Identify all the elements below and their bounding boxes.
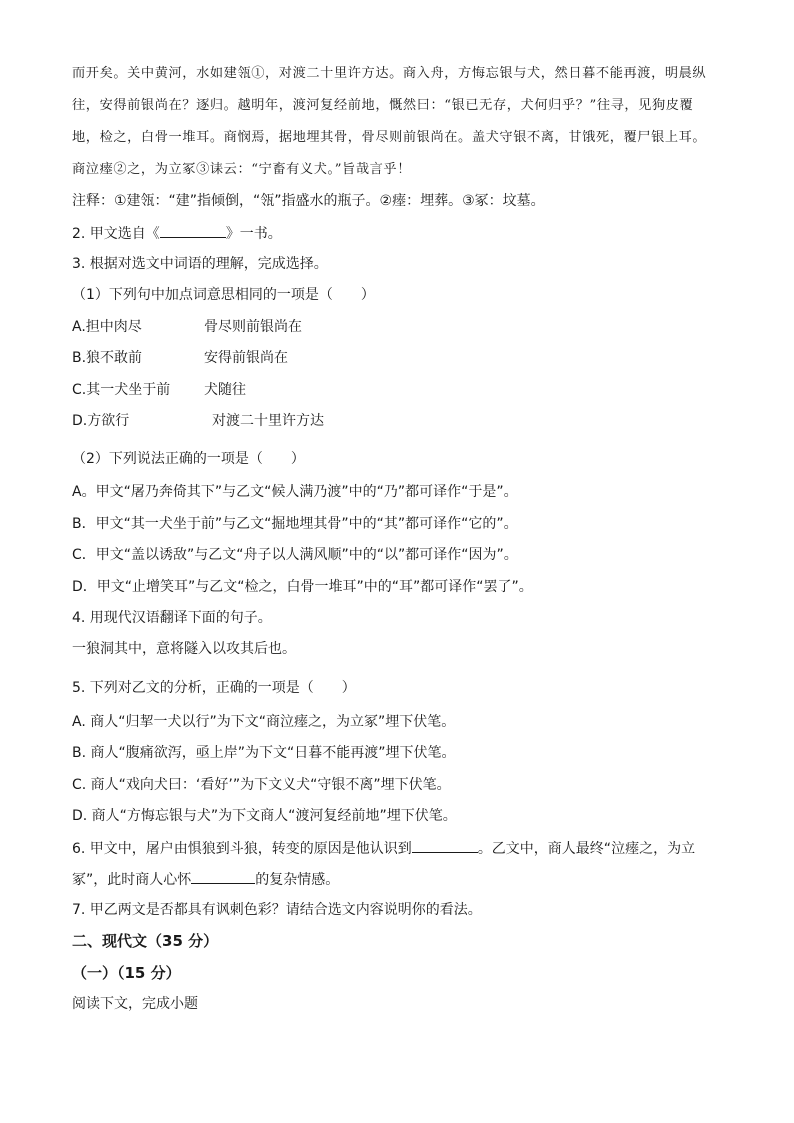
option-row [72,411,324,431]
option-left: C.其一犬坐于前 [72,382,171,398]
option-a: A. 商人“归挈一犬以行”为下文“商泣瘗之，为立冢”埋下伏笔。 [72,714,456,730]
option-row [72,317,302,337]
option-left: D.方欲行 [72,413,130,429]
answer-blank[interactable] [160,223,226,238]
option-b: B．甲文“其一犬坐于前”与乙文“掘地埋其骨”中的“其”都可译作“它的”。 [72,516,518,532]
question-6-text: 6. 甲文中，屠户由惧狼到斗狼，转变的原因是他认识到 [72,841,412,857]
option-right: 安得前银尚在 [204,350,288,366]
question-6-line-1 [72,838,695,859]
question-7: 7. 甲乙两文是否都具有讽刺色彩？请结合选文内容说明你的看法。 [72,902,482,918]
passage-line-3: 地，检之，白骨一堆耳。商悯焉，据地埋其骨，骨尽则前银尚在。盖犬守银不离，甘饿死，覆尸银上耳。 [72,130,707,145]
answer-blank[interactable] [412,838,478,853]
passage-line-4: 商泣瘗②之，为立冢③诔云：“宁畜有义犬。”旨哉言乎！ [72,162,411,177]
question-3-sub-1: （1）下列句中加点词意思相同的一项是（ ） [72,287,375,303]
question-6-text: 冢”，此时商人心怀 [72,872,192,888]
question-2-suffix: 》一书。 [225,226,282,242]
subsection-title: （一）（15 分） [72,964,181,982]
question-6-line-2 [72,869,339,890]
answer-blank[interactable] [191,869,255,884]
question-6-text: 。乙文中，商人最终“泣瘗之，为立 [477,841,696,857]
option-right: 骨尽则前银尚在 [204,319,302,335]
question-6-text: 的复杂情感。 [255,872,340,888]
question-5-stem: 5. 下列对乙文的分析，正确的一项是（ ） [72,680,356,696]
option-c: C．甲文“盖以诱敌”与乙文“舟子以人满风顺”中的“以”都可译作“因为”。 [72,547,518,563]
option-row [72,348,288,368]
question-3-stem: 3. 根据对选文中词语的理解，完成选择。 [72,256,328,272]
annotation-notes: 注释：①建瓴：“建”指倾倒，“瓴”指盛水的瓶子。②瘗：埋葬。③冢：坟墓。 [72,193,545,209]
question-3-sub-2: （2）下列说法正确的一项是（ ） [72,451,305,467]
option-b: B. 商人“腹痛欲泻，亟上岸”为下文“日暮不能再渡”埋下伏笔。 [72,745,456,761]
passage-line-2: 往，安得前银尚在？逐归。越明年，渡河复经前地，慨然曰：“银已无存，犬何归乎？”往寻，见狗皮覆 [72,98,694,113]
option-d: D．甲文“止增笑耳”与乙文“检之，白骨一堆耳”中的“耳”都可译作“罢了”。 [72,579,533,595]
section-title: 二、现代文（35 分） [72,932,219,950]
option-a: A。甲文“屠乃奔倚其下”与乙文“候人满乃渡”中的“乃”都可译作“于是”。 [72,484,518,500]
option-left: A.担中肉尽 [72,319,142,335]
passage-line-1: 而开矣。关中黄河，水如建瓴①，对渡二十里许方达。商入舟，方悔忘银与犬，然日暮不能再渡，明晨纵 [72,66,707,81]
question-4-sentence: 一狼洞其中，意将隧入以攻其后也。 [72,641,296,657]
reading-instruction: 阅读下文，完成小题 [72,996,198,1012]
question-4-stem: 4. 用现代汉语翻译下面的句子。 [72,610,272,626]
option-row [72,380,246,400]
option-right: 犬随往 [204,382,246,398]
question-2-prefix: 2. 甲文选自《 [72,226,160,242]
option-right: 对渡二十里许方达 [212,413,324,429]
option-d: D. 商人“方悔忘银与犬”为下文商人“渡河复经前地”埋下伏笔。 [72,808,457,824]
question-2 [72,223,282,244]
option-left: B.狼不敢前 [72,350,143,366]
option-c: C. 商人“戏向犬曰：‘看好’”为下文义犬“守银不离”埋下伏笔。 [72,777,451,793]
